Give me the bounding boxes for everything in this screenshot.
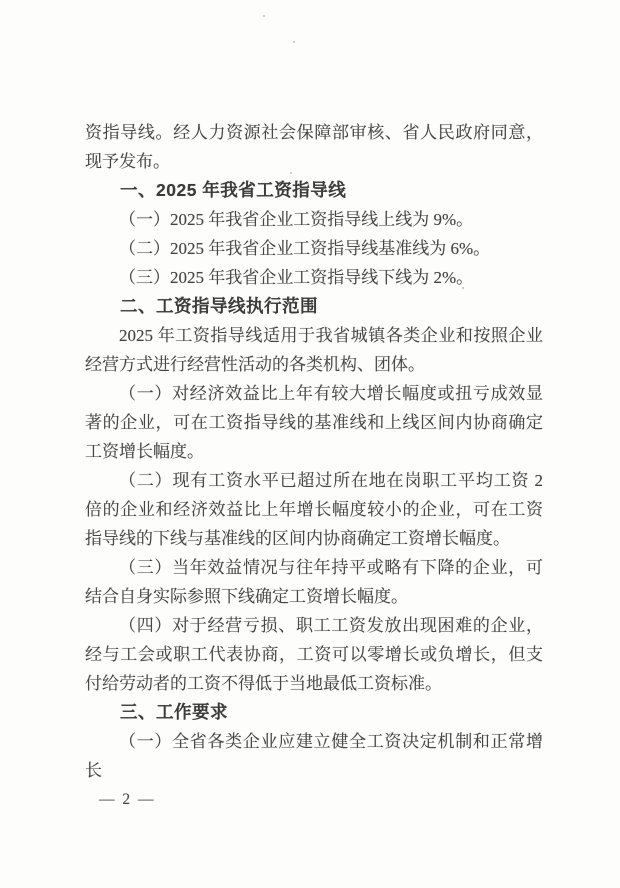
paragraph-scope-item-4: （四）对于经营亏损、职工工资发放出现困难的企业，经与工会或职工代表协商，工资可以零增长或负增长，但支付给劳动者的工资不得低于当地最低工资标准。 — [85, 616, 543, 693]
scan-speck — [293, 41, 295, 43]
list-item-guideline-lower: （三）2025 年我省企业工资指导线下线为 2%。 — [119, 268, 474, 287]
scan-speck — [290, 172, 292, 174]
scan-speck — [462, 287, 464, 289]
section-heading-1: 一、2025 年我省工资指导线 — [120, 180, 347, 200]
paragraph-requirements-item-1: （一）全省各类企业应建立健全工资决定机制和正常增长 — [85, 732, 543, 780]
paragraph-scope-item-3: （三）当年效益情况与往年持平或略有下降的企业，可结合自身实际参照下线确定工资增长幅度。 — [85, 558, 543, 606]
paragraph-scope: 2025 年工资指导线适用于我省城镇各类企业和按照企业经营方式进行经营性活动的各类机构、团体。 — [85, 326, 543, 374]
list-item-guideline-baseline: （二）2025 年我省企业工资指导线基准线为 6%。 — [119, 239, 491, 258]
section-heading-2: 二、工资指导线执行范围 — [120, 296, 318, 316]
section-heading-3: 三、工作要求 — [120, 702, 228, 722]
document-body — [85, 118, 543, 785]
scan-speck — [263, 15, 265, 17]
page-number: — 2 — — [99, 791, 156, 808]
paragraph-scope-item-2: （二）现有工资水平已超过所在地在岗职工平均工资 2 倍的企业和经济效益比上年增长幅度较小的企业，可在工资指导线的下线与基准线的区间内协商确定工资增长幅度。 — [85, 471, 543, 548]
paragraph-scope-item-1: （一）对经济效益比上年有较大增长幅度或扭亏成效显著的企业，可在工资指导线的基准线和上线区间内协商确定工资增长幅度。 — [85, 384, 543, 461]
list-item-guideline-upper: （一）2025 年我省企业工资指导线上线为 9%。 — [119, 210, 474, 229]
paragraph-continuation: 资指导线。经人力资源社会保障部审核、省人民政府同意，现予发布。 — [85, 123, 543, 171]
